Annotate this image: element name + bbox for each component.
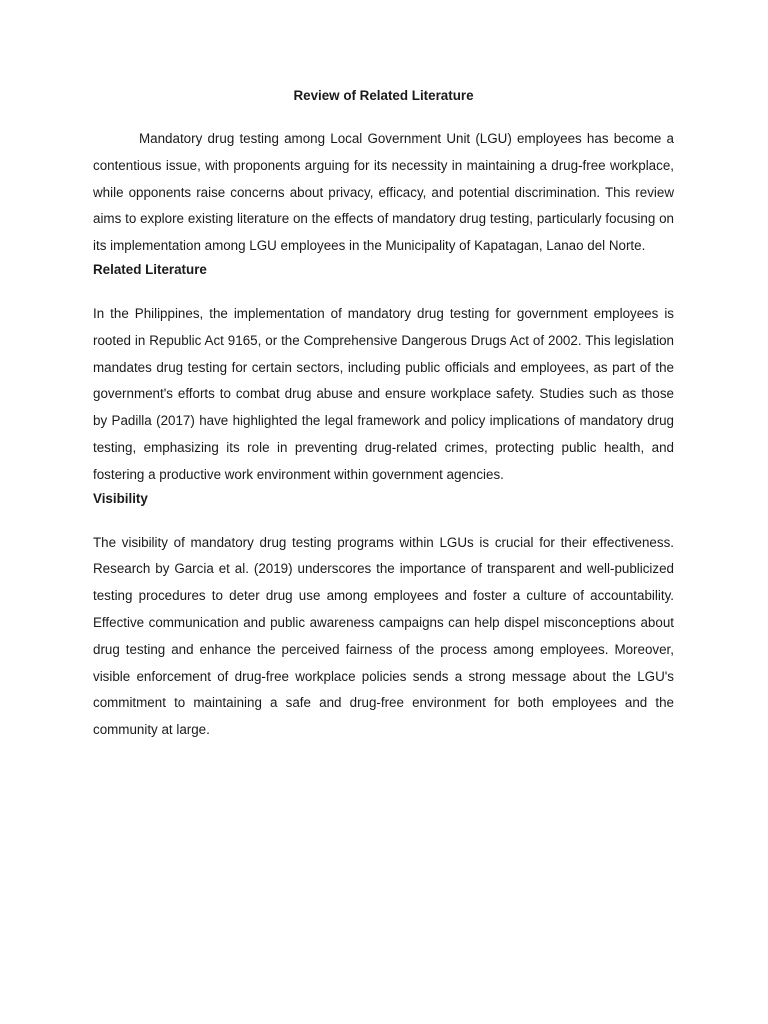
section-heading-related-literature: Related Literature [93,261,207,277]
section-heading-visibility: Visibility [93,490,148,506]
intro-paragraph: Mandatory drug testing among Local Government Unit (LGU) employees has become a contentious issue, with proponents arguing for its necessity in maintaining a drug-free workplace, while opponents raise concerns about privacy, efficacy, and potential discrimination. This review aims to explore existing literature on the effects of mandatory drug testing, particularly focusing on its implementation among LGU employees in the Municipality of Kapatagan, Lanao del Norte. [93,131,674,254]
document-body [93,84,674,744]
document-title: Review of Related Literature [293,88,474,103]
related-literature-paragraph: In the Philippines, the implementation of mandatory drug testing for government employees is rooted in Republic Act 9165, or the Comprehensive Dangerous Drugs Act of 2002. This legislation mandates drug testing for certain sectors, including public officials and employees, as part of the government's efforts to combat drug abuse and ensure workplace safety. Studies such as those by Padilla (2017) have highlighted the legal framework and policy implications of mandatory drug testing, emphasizing its role in preventing drug-related crimes, protecting public health, and fostering a productive work environment within government agencies. [93,305,674,482]
visibility-paragraph: The visibility of mandatory drug testing programs within LGUs is crucial for their effectiveness. Research by Garcia et al. (2019) underscores the importance of transparent and well-publicized testing procedures to deter drug use among employees and foster a culture of accountability. Effective communication and public awareness campaigns can help dispel misconceptions about drug testing and enhance the perceived fairness of the process among employees. Moreover, visible enforcement of drug-free workplace policies sends a strong message about the LGU's commitment to maintaining a safe and drug-free environment for both employees and the community at large. [93,534,674,738]
